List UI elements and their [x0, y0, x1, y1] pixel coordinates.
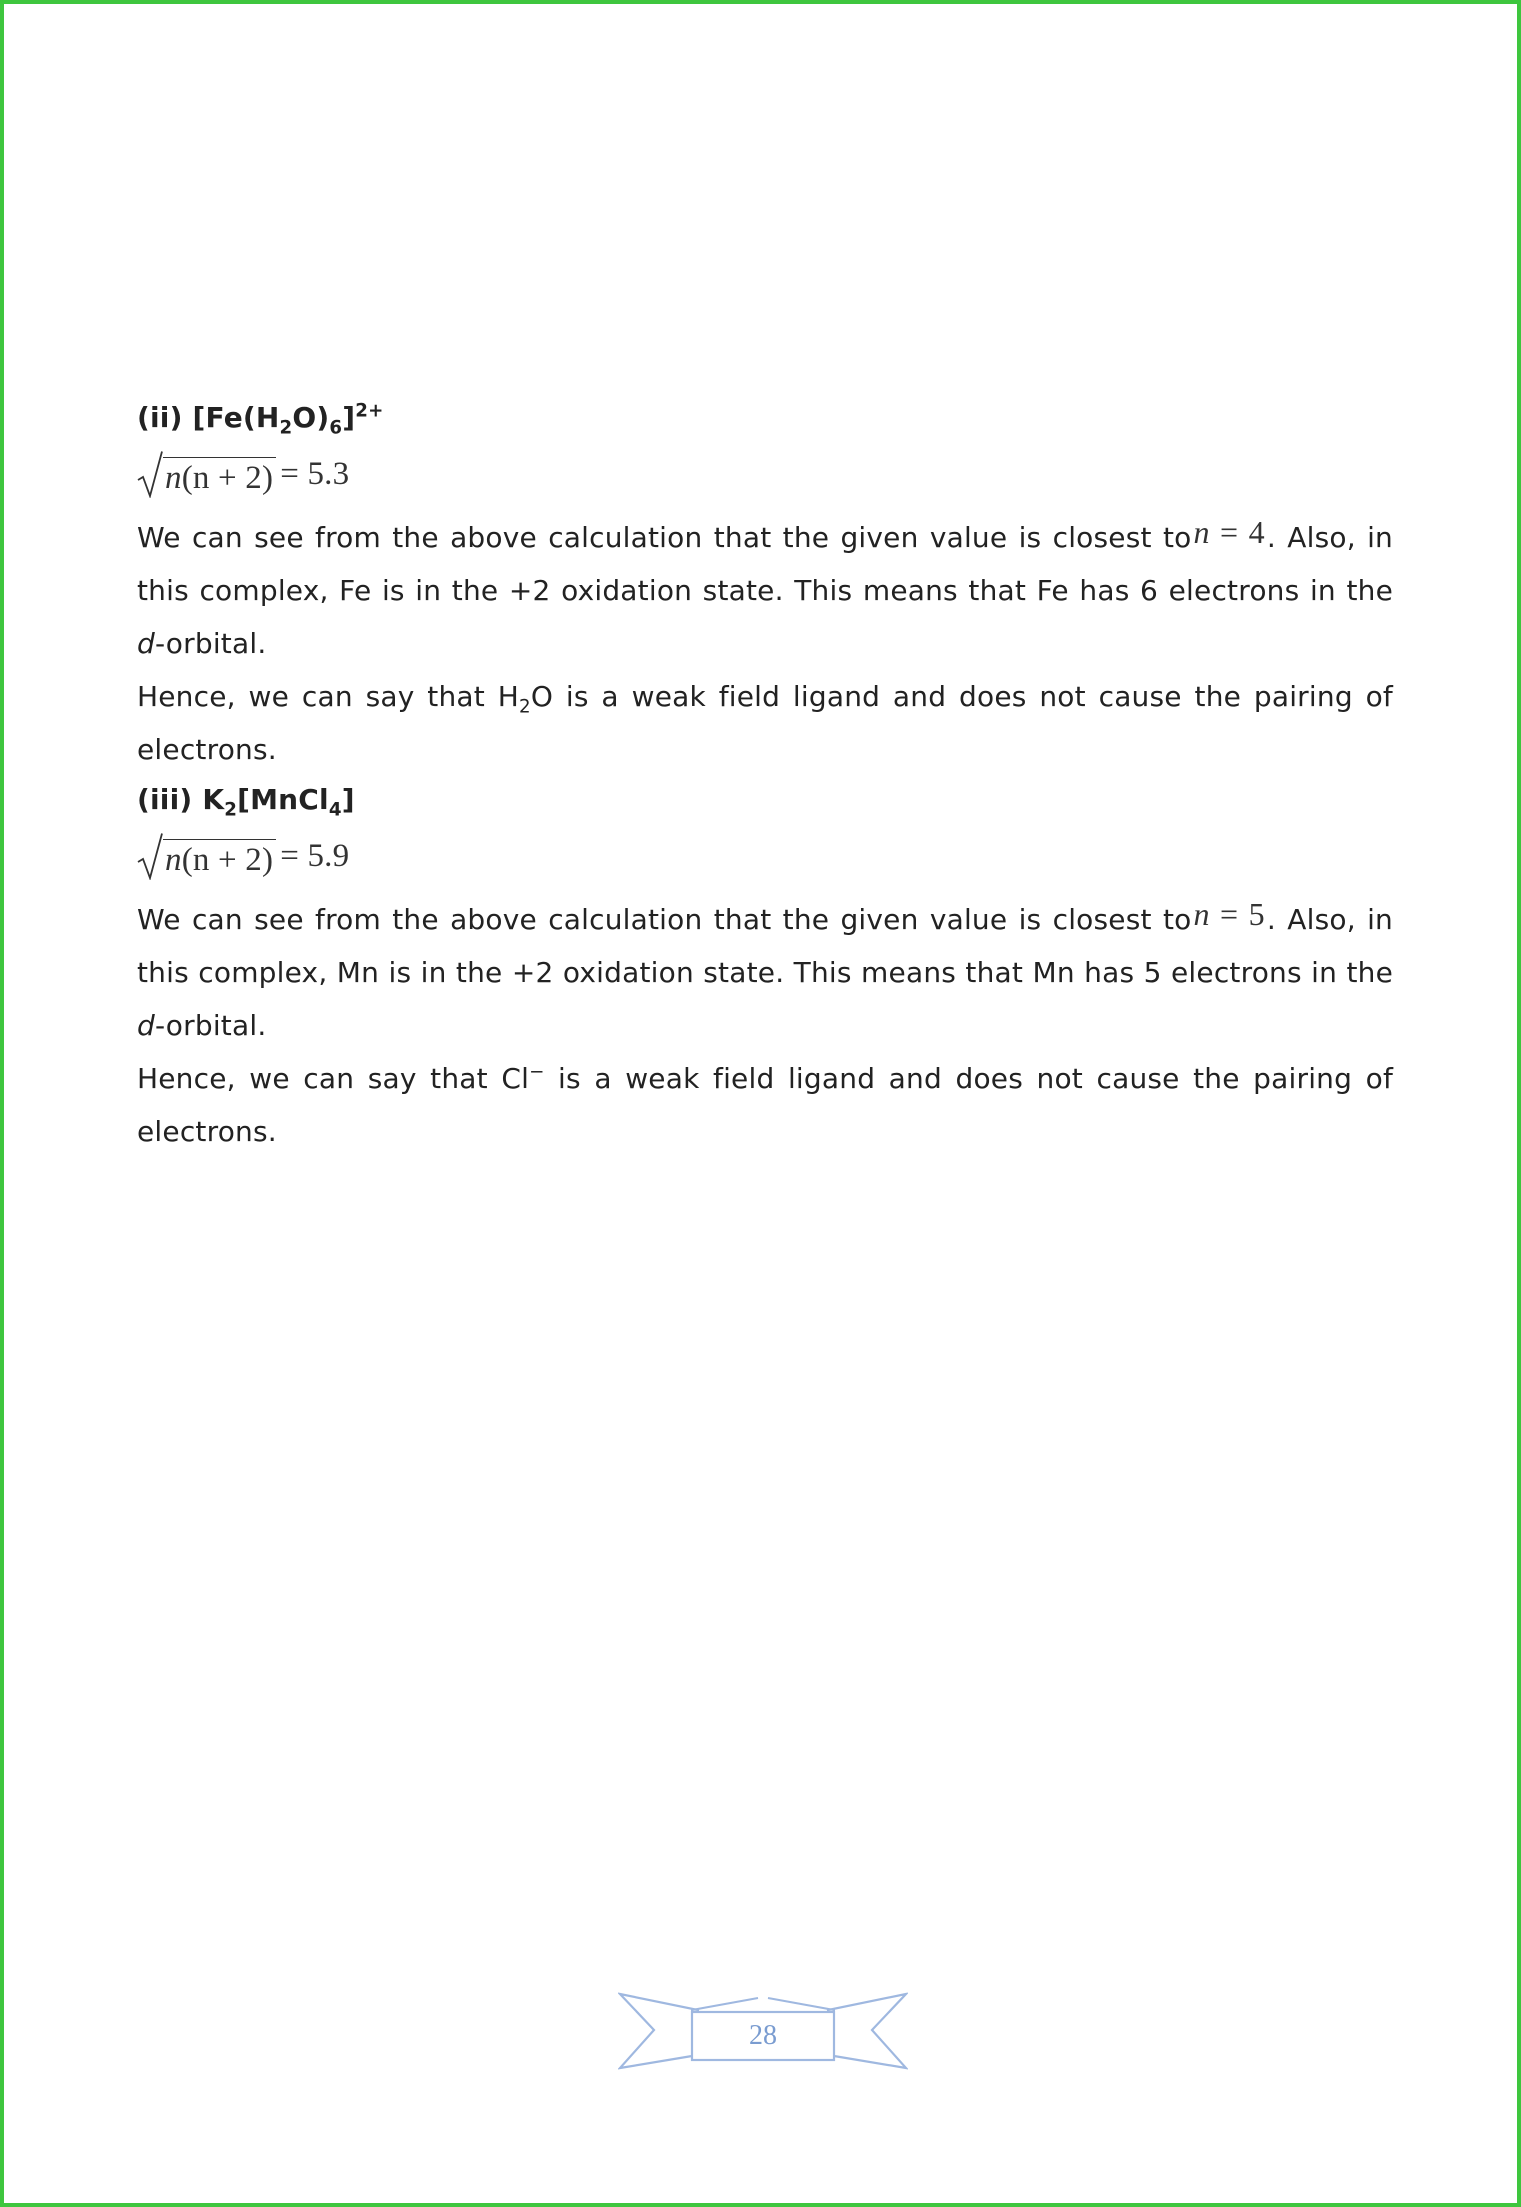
section-ii-paragraph-2: [137, 670, 1393, 776]
paragraph-text: Hence, we can say that Cl: [137, 1062, 530, 1095]
section-ii-paragraph-1: [137, 506, 1393, 670]
paragraph-text: -orbital.: [154, 627, 267, 660]
paragraph-text: We can see from the above calculation that the given value is closest to: [137, 903, 1192, 936]
section-iii-paragraph-1: [137, 888, 1393, 1052]
radical-sign-icon: [137, 450, 163, 498]
equation-rest: = 5: [1209, 896, 1265, 932]
section-ii-formula: [137, 442, 1393, 506]
paragraph-text: We can see from the above calculation that the given value is closest to: [137, 521, 1192, 554]
inline-equation: [1193, 896, 1264, 932]
section-iii-formula: [137, 824, 1393, 888]
heading-subscript: 4: [328, 799, 342, 821]
paragraph-text: is a weak field ligand and does not cause the pairing of electrons.: [137, 1062, 1394, 1148]
square-root: [137, 450, 276, 498]
heading-subscript: 2: [224, 799, 238, 821]
paragraph-text: Hence, we can say that H: [137, 680, 520, 713]
heading-text: (iii) K: [137, 783, 225, 816]
radicand-rest: (n + 2): [181, 842, 274, 878]
subscript: 2: [519, 696, 531, 718]
variable-n: n: [165, 842, 182, 878]
heading-subscript: 2: [279, 417, 293, 439]
formula-value: = 5.3: [280, 455, 350, 492]
italic-d: d: [137, 627, 155, 660]
italic-d: d: [137, 1009, 155, 1042]
variable-n: n: [1193, 896, 1210, 932]
section-ii-heading: [137, 394, 1393, 442]
radicand: [163, 839, 276, 880]
formula-value: = 5.9: [280, 837, 350, 874]
variable-n: n: [165, 460, 182, 496]
page-number: 28: [749, 2020, 777, 2051]
page-footer: [618, 1990, 908, 2076]
paragraph-text: -orbital.: [154, 1009, 267, 1042]
heading-superscript: 2+: [355, 400, 384, 422]
paragraph-text: . Also, in this complex, Mn is in the +2 oxidation state. This means that Mn has 5 electrons in the: [137, 903, 1393, 989]
square-root: [137, 832, 276, 880]
inline-equation: [1193, 514, 1264, 550]
document-body: [137, 394, 1393, 1158]
heading-text: [MnCl: [237, 783, 329, 816]
heading-text: ]: [341, 783, 355, 816]
heading-text: O): [292, 401, 330, 434]
radicand: [163, 457, 276, 498]
heading-text: ]: [342, 401, 356, 434]
section-iii-heading: [137, 776, 1393, 824]
variable-n: n: [1193, 514, 1210, 550]
paragraph-text: O is a weak field ligand and does not cause the pairing of electrons.: [137, 680, 1393, 766]
radicand-rest: (n + 2): [181, 460, 274, 496]
paragraph-text: . Also, in this complex, Fe is in the +2 oxidation state. This means that Fe has 6 electrons in the: [137, 521, 1393, 607]
heading-subscript: 6: [329, 417, 343, 439]
superscript: −: [529, 1061, 545, 1083]
section-iii-paragraph-2: [137, 1052, 1393, 1158]
equation-rest: = 4: [1209, 514, 1265, 550]
heading-text: (ii) [Fe(H: [137, 401, 280, 434]
radical-sign-icon: [137, 832, 163, 880]
